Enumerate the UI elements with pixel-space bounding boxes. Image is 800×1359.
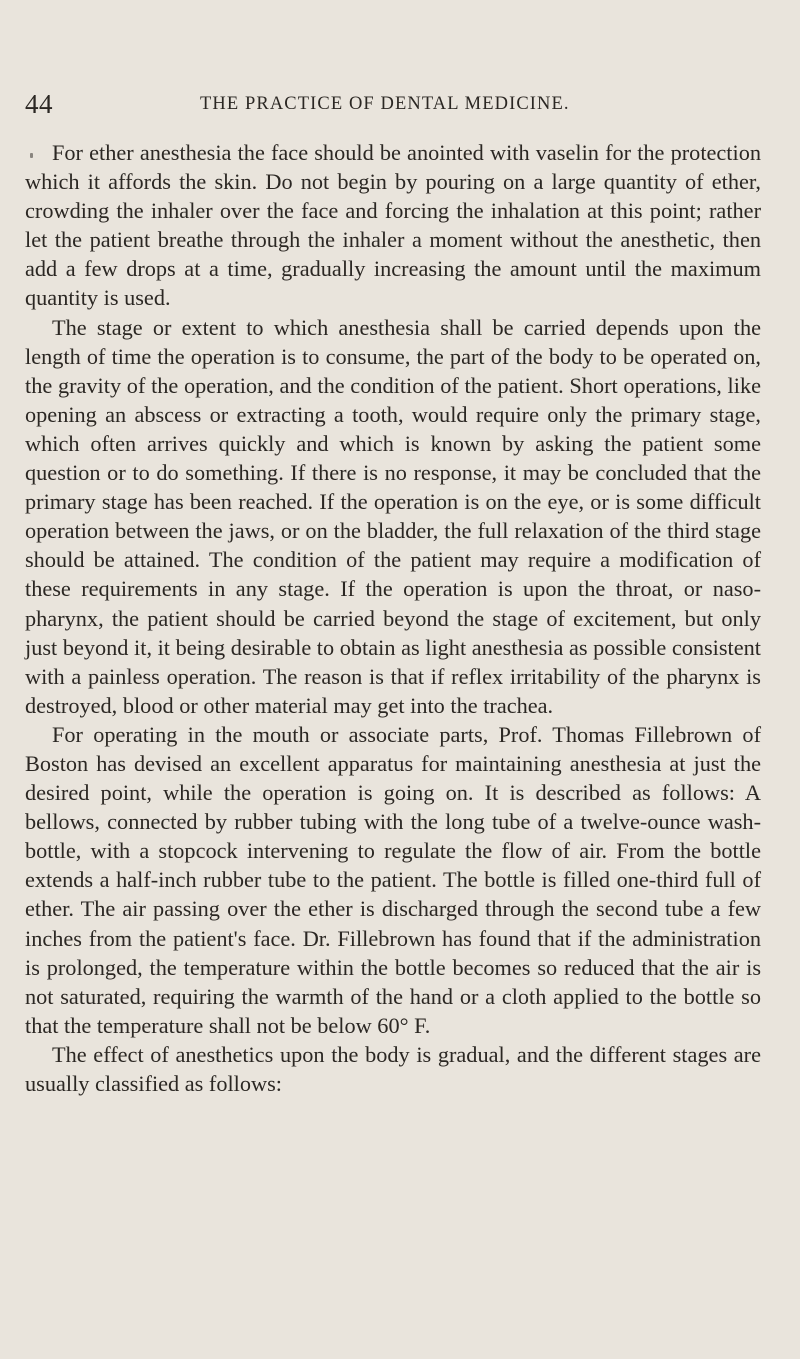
paragraph: For operating in the mouth or associate parts, Prof. Thomas Fillebrown of Boston has devised an excellent apparatus for maintaining anesthesia at just the desired point, while the operation is going on. It is described as follows: A bellows, connected by rubber tubing with the long tube of a twelve-ounce wash-bottle, with a stopcock intervening to regulate the flow of air. From the bottle extends a half-inch rubber tube to the patient. The bottle is filled one-third full of ether. The air passing over the ether is discharged through the second tube a few inches from the patient's face. Dr. Fillebrown has found that if the administration is prolonged, the temperature within the bottle becomes so reduced that the air is not saturated, requiring the warmth of the hand or a cloth applied to the bottle so that the temperature shall not be below 60° F. (25, 721, 761, 1038)
paragraph: The effect of anesthetics upon the body is gradual, and the different stages are usually classified as follows: (25, 1041, 761, 1096)
running-title: THE PRACTICE OF DENTAL MEDICINE. (200, 94, 570, 114)
page-header (22, 86, 762, 126)
paragraph: For ether anesthesia the face should be anointed with vaselin for the protection which it affords the skin. Do not begin by pouring on a large quantity of ether, crowding the inhaler over the face and forcing the inhalation at this point; rather let the patient breathe through the inhaler a moment without the anesthetic, then add a few drops at a time, gradually increasing the amount until the maximum quantity is used. (25, 140, 761, 311)
body-text (25, 138, 761, 1098)
page-number: 44 (25, 89, 53, 119)
paragraph: The stage or extent to which anesthesia shall be carried depends upon the length of time the operation is to consume, the part of the body to be operated on, the gravity of the operation, and the condition of the patient. Short operations, like opening an abscess or extracting a tooth, would require only the primary stage, which often arrives quickly and which is known by asking the patient some question or to do something. If there is no response, it may be concluded that the primary stage has been reached. If the operation is on the eye, or is some difficult operation between the jaws, or on the bladder, the full relaxation of the third stage should be attained. The condition of the patient may require a modification of these requirements in any stage. If the operation is upon the throat, or naso-pharynx, the patient should be carried beyond the stage of excitement, but only just beyond it, it being desirable to obtain as light anesthesia as possible consistent with a painless operation. The reason is that if reflex irritability of the pharynx is destroyed, blood or other material may get into the trachea. (25, 314, 761, 718)
